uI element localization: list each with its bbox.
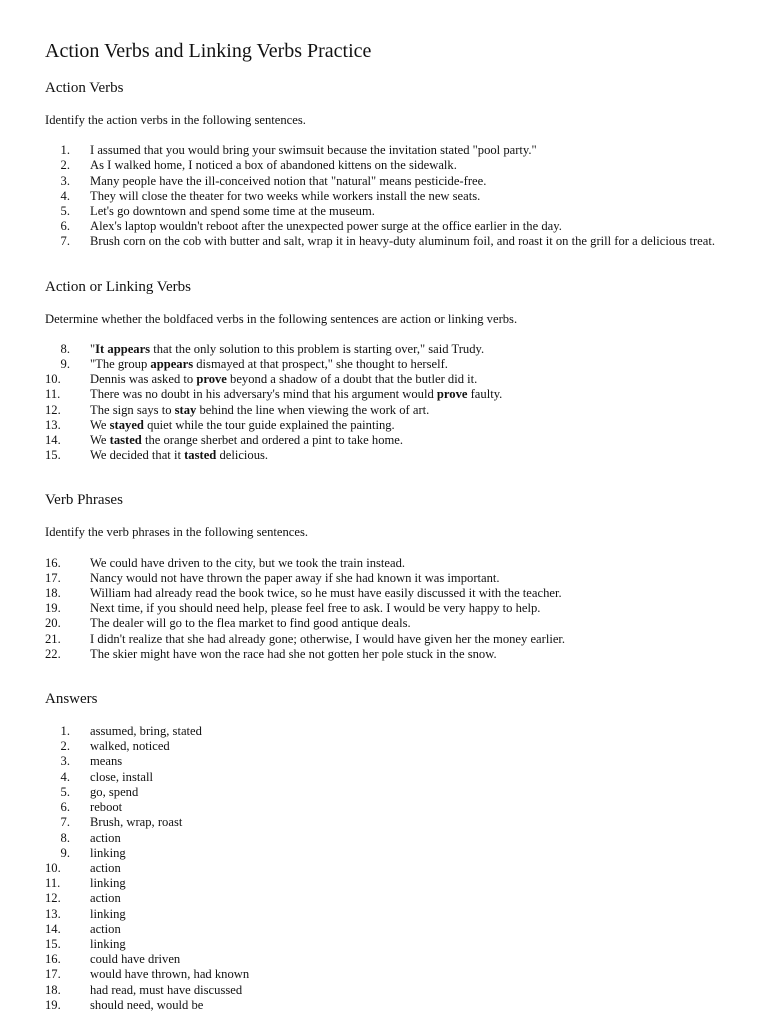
item-number-label: 19.: [45, 601, 61, 616]
list-item: [45, 433, 745, 448]
text-segment: Brush, wrap, roast: [90, 815, 183, 830]
item-number: [45, 922, 90, 937]
item-number: [45, 739, 90, 754]
item-number-label: 10.: [45, 372, 61, 387]
text-segment: close, install: [90, 769, 153, 784]
item-number: [45, 907, 90, 922]
item-number-label: 15.: [45, 936, 61, 951]
item-text: [90, 342, 745, 357]
item-number: [45, 387, 90, 402]
text-segment: Dennis was asked to: [90, 372, 197, 387]
text-segment: linking: [90, 845, 126, 860]
item-number-label: 4.: [60, 188, 70, 203]
item-number: [45, 433, 90, 448]
item-text: [90, 952, 745, 967]
text-segment: Many people have the ill-conceived notion that "natural" means pesticide-free.: [90, 173, 487, 188]
text-segment: The dealer will go to the flea market to find good antique deals.: [90, 616, 411, 631]
text-segment: We could have driven to the city, but we took the train instead.: [90, 555, 406, 570]
item-text: [90, 204, 745, 219]
section-instructions: Determine whether the boldfaced verbs in the following sentences are action or linking verbs.: [45, 311, 518, 326]
item-number: [45, 189, 90, 204]
text-segment: linking: [90, 876, 126, 891]
bold-verb: appears: [150, 357, 194, 372]
item-text: [90, 815, 745, 830]
list-item: [45, 234, 745, 249]
item-text: [90, 556, 745, 571]
item-number: [45, 876, 90, 891]
text-segment: action: [90, 860, 121, 875]
section: [45, 689, 745, 1013]
item-number: [45, 219, 90, 234]
list-item: [45, 556, 745, 571]
item-number-label: 17.: [45, 967, 61, 982]
text-segment: faulty.: [467, 387, 503, 402]
item-number-label: 20.: [45, 616, 61, 631]
list-item: [45, 831, 745, 846]
item-number: [45, 647, 90, 662]
text-segment: could have driven: [90, 952, 181, 967]
list-item: [45, 158, 745, 173]
item-number-label: 12.: [45, 891, 61, 906]
text-segment: We: [90, 433, 110, 448]
list-item: [45, 998, 745, 1013]
item-number-label: 5.: [60, 784, 70, 799]
item-text: [90, 143, 745, 158]
item-number-label: 18.: [45, 982, 61, 997]
item-number-label: 11.: [45, 876, 61, 891]
text-segment: There was no doubt in his adversary's mind that his argument would: [90, 387, 437, 402]
item-number: [45, 372, 90, 387]
item-number-label: 8.: [60, 341, 70, 356]
text-segment: As I walked home, I noticed a box of abandoned kittens on the sidewalk.: [90, 158, 457, 173]
section: [45, 490, 745, 678]
item-text: [90, 907, 745, 922]
item-text: [90, 219, 745, 234]
item-number-label: 13.: [45, 906, 61, 921]
bold-verb: prove: [196, 372, 227, 387]
list-item: [45, 876, 745, 891]
item-text: [90, 601, 745, 616]
text-segment: means: [90, 754, 123, 769]
list-item: [45, 342, 745, 357]
item-text: [90, 357, 745, 372]
item-text: [90, 937, 745, 952]
section-heading: Verb Phrases: [45, 492, 123, 509]
item-number-label: 19.: [45, 997, 61, 1012]
text-segment: ": [90, 341, 96, 356]
item-text: [90, 754, 745, 769]
text-segment: should need, would be: [90, 997, 204, 1012]
item-number-label: 9.: [60, 357, 70, 372]
text-segment: Nancy would not have thrown the paper away if she had known it was important.: [90, 570, 500, 585]
item-number-label: 4.: [60, 769, 70, 784]
item-number: [45, 571, 90, 586]
list-item: [45, 891, 745, 906]
text-segment: reboot: [90, 800, 123, 815]
text-segment: Alex's laptop wouldn't reboot after the unexpected power surge at the office earlier in the day.: [90, 219, 562, 234]
item-text: [90, 922, 745, 937]
item-text: [90, 418, 745, 433]
item-number: [45, 632, 90, 647]
list-item: [45, 907, 745, 922]
item-text: [90, 403, 745, 418]
list-item: [45, 937, 745, 952]
list-item: [45, 219, 745, 234]
list-item: [45, 448, 745, 463]
item-number: [45, 724, 90, 739]
item-number-label: 7.: [60, 234, 70, 249]
text-segment: "The group: [90, 357, 151, 372]
item-number-label: 5.: [60, 204, 70, 219]
item-number: [45, 586, 90, 601]
item-number-label: 16.: [45, 555, 61, 570]
list-item: [45, 204, 745, 219]
list-item: [45, 754, 745, 769]
list-item: [45, 418, 745, 433]
item-number-label: 9.: [60, 845, 70, 860]
text-segment: that the only solution to this problem is starting over," said Trudy.: [150, 341, 485, 356]
item-number: [45, 770, 90, 785]
item-text: [90, 770, 745, 785]
item-number: [45, 143, 90, 158]
list-item: [45, 571, 745, 586]
item-number-label: 21.: [45, 631, 61, 646]
page-title: Action Verbs and Linking Verbs Practice: [45, 40, 372, 62]
bold-verb: stay: [174, 402, 197, 417]
text-segment: the orange sherbet and ordered a pint to take home.: [141, 433, 404, 448]
section-instructions: Identify the verb phrases in the following sentences.: [45, 525, 308, 540]
item-number: [45, 983, 90, 998]
item-text: [90, 448, 745, 463]
text-segment: Brush corn on the cob with butter and salt, wrap it in heavy-duty aluminum foil, and roast it on the grill for a delicious treat.: [90, 234, 715, 249]
item-number-label: 22.: [45, 646, 61, 661]
item-text: [90, 433, 745, 448]
item-number-label: 3.: [60, 173, 70, 188]
item-number-label: 10.: [45, 860, 61, 875]
item-number-label: 14.: [45, 433, 61, 448]
section: [45, 277, 745, 480]
list-item: [45, 387, 745, 402]
list-item: [45, 861, 745, 876]
item-text: [90, 234, 745, 249]
item-text: [90, 372, 745, 387]
item-number-label: 16.: [45, 952, 61, 967]
item-text: [90, 739, 745, 754]
text-segment: William had already read the book twice, so he must have easily discussed it with the teacher.: [90, 586, 562, 601]
item-number: [45, 846, 90, 861]
item-number-label: 3.: [60, 754, 70, 769]
numbered-list: [45, 143, 745, 249]
section: [45, 78, 745, 266]
item-number: [45, 861, 90, 876]
item-number-label: 1.: [60, 724, 70, 739]
item-number: [45, 754, 90, 769]
list-item: [45, 724, 745, 739]
list-item: [45, 983, 745, 998]
item-number-label: 17.: [45, 570, 61, 585]
item-number-label: 7.: [60, 815, 70, 830]
list-item: [45, 815, 745, 830]
list-item: [45, 647, 745, 662]
list-item: [45, 785, 745, 800]
item-number: [45, 174, 90, 189]
item-text: [90, 998, 745, 1013]
item-number-label: 8.: [60, 830, 70, 845]
item-number-label: 13.: [45, 417, 61, 432]
item-text: [90, 831, 745, 846]
item-number: [45, 357, 90, 372]
item-text: [90, 174, 745, 189]
text-segment: would have thrown, had known: [90, 967, 250, 982]
bold-verb: tasted: [109, 433, 142, 448]
item-text: [90, 647, 745, 662]
item-number: [45, 616, 90, 631]
bold-verb: It appears: [95, 341, 151, 356]
list-item: [45, 800, 745, 815]
item-text: [90, 891, 745, 906]
text-segment: I didn't realize that she had already gone; otherwise, I would have given her the money earlier.: [90, 631, 566, 646]
item-number-label: 18.: [45, 586, 61, 601]
list-item: [45, 357, 745, 372]
list-item: [45, 952, 745, 967]
item-text: [90, 876, 745, 891]
text-segment: linking: [90, 906, 126, 921]
text-segment: walked, noticed: [90, 739, 170, 754]
list-item: [45, 372, 745, 387]
item-text: [90, 724, 745, 739]
item-number: [45, 785, 90, 800]
item-number: [45, 158, 90, 173]
item-number: [45, 998, 90, 1013]
text-segment: action: [90, 830, 121, 845]
text-segment: quiet while the tour guide explained the painting.: [143, 417, 395, 432]
section-heading: Action Verbs: [45, 80, 124, 96]
text-segment: They will close the theater for two weeks while workers install the new seats.: [90, 188, 481, 203]
item-text: [90, 800, 745, 815]
text-segment: behind the line when viewing the work of art.: [196, 402, 430, 417]
item-text: [90, 158, 745, 173]
text-segment: linking: [90, 936, 126, 951]
section-instructions: Identify the action verbs in the following sentences.: [45, 113, 306, 127]
item-number: [45, 204, 90, 219]
item-text: [90, 387, 745, 402]
item-text: [90, 189, 745, 204]
text-segment: We: [90, 417, 110, 432]
item-text: [90, 571, 745, 586]
section-heading: Answers: [45, 691, 98, 708]
item-number: [45, 448, 90, 463]
item-text: [90, 586, 745, 601]
item-number: [45, 234, 90, 249]
item-number: [45, 967, 90, 982]
item-number: [45, 403, 90, 418]
text-segment: go, spend: [90, 784, 139, 799]
item-number-label: 6.: [60, 219, 70, 234]
text-segment: The skier might have won the race had she not gotten her pole stuck in the snow.: [90, 646, 497, 661]
bold-verb: prove: [436, 387, 468, 402]
item-text: [90, 785, 745, 800]
list-item: [45, 616, 745, 631]
item-number-label: 14.: [45, 921, 61, 936]
text-segment: dismayed at that prospect," she thought to herself.: [193, 357, 448, 372]
list-item: [45, 846, 745, 861]
item-number-label: 6.: [60, 800, 70, 815]
list-item: [45, 174, 745, 189]
numbered-list: [45, 556, 745, 662]
list-item: [45, 770, 745, 785]
text-segment: action: [90, 921, 121, 936]
text-segment: action: [90, 891, 121, 906]
item-number: [45, 831, 90, 846]
list-item: [45, 586, 745, 601]
item-number: [45, 556, 90, 571]
item-text: [90, 846, 745, 861]
list-item: [45, 601, 745, 616]
item-number: [45, 815, 90, 830]
text-segment: Next time, if you should need help, please feel free to ask. I would be very happy to help.: [90, 601, 541, 616]
item-number: [45, 418, 90, 433]
list-item: [45, 189, 745, 204]
item-number-label: 1.: [60, 143, 70, 158]
list-item: [45, 403, 745, 418]
item-number: [45, 937, 90, 952]
sections-container: [45, 78, 745, 1013]
document-page: [45, 38, 745, 1024]
item-text: [90, 616, 745, 631]
item-text: [90, 861, 745, 876]
item-number-label: 12.: [45, 402, 61, 417]
text-segment: Let's go downtown and spend some time at the museum.: [90, 204, 375, 219]
list-item: [45, 922, 745, 937]
bold-verb: tasted: [184, 448, 217, 463]
item-number-label: 15.: [45, 448, 61, 463]
list-item: [45, 967, 745, 982]
text-segment: assumed, bring, stated: [90, 724, 202, 739]
text-segment: We decided that it: [90, 448, 185, 463]
item-number-label: 2.: [60, 739, 70, 754]
numbered-list: [45, 724, 745, 1013]
item-number: [45, 891, 90, 906]
item-number: [45, 952, 90, 967]
bold-verb: stayed: [109, 417, 144, 432]
item-text: [90, 983, 745, 998]
text-segment: I assumed that you would bring your swimsuit because the invitation stated "pool party.": [90, 143, 537, 158]
item-number: [45, 342, 90, 357]
list-item: [45, 143, 745, 158]
text-segment: delicious.: [216, 448, 269, 463]
list-item: [45, 739, 745, 754]
item-text: [90, 632, 745, 647]
numbered-list: [45, 342, 745, 464]
item-number: [45, 601, 90, 616]
list-item: [45, 632, 745, 647]
item-number: [45, 800, 90, 815]
text-segment: beyond a shadow of a doubt that the butler did it.: [226, 372, 478, 387]
item-number-label: 2.: [60, 158, 70, 173]
item-text: [90, 967, 745, 982]
item-number-label: 11.: [45, 387, 61, 402]
text-segment: had read, must have discussed: [90, 982, 243, 997]
section-heading: Action or Linking Verbs: [45, 278, 191, 295]
text-segment: The sign says to: [90, 402, 175, 417]
